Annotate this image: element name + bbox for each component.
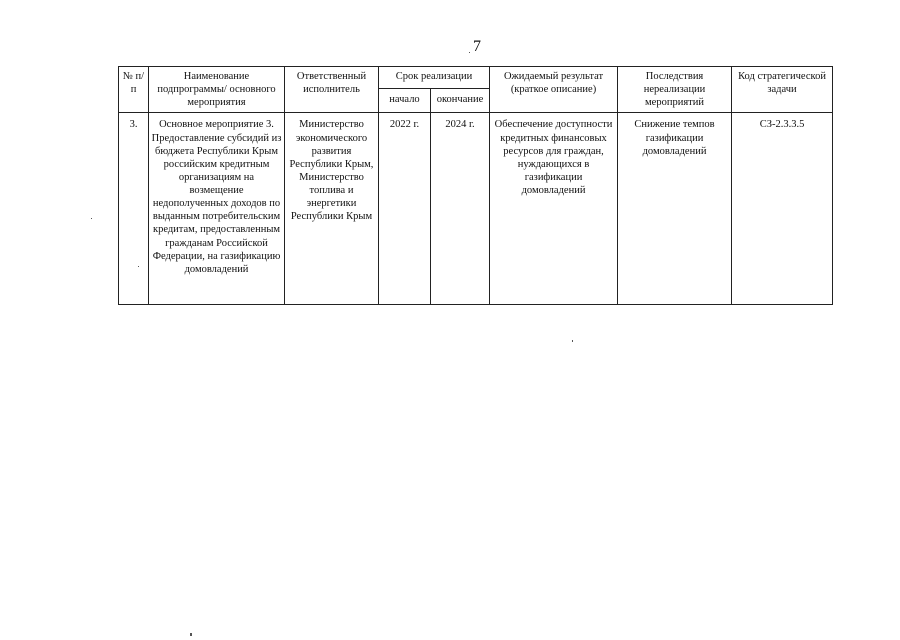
header-result: Ожидаемый результат (краткое описание) — [490, 67, 618, 113]
header-start: начало — [379, 89, 431, 113]
header-code: Код стратегической задачи — [732, 67, 833, 113]
program-table — [118, 66, 833, 305]
header-executor: Ответственный исполнитель — [285, 67, 379, 113]
scan-speck — [572, 340, 573, 342]
scan-speck — [190, 633, 192, 636]
cell-result: Обеспечение доступности кредитных финансовых ресурсов для граждан, нуждающихся в газификации домовладений — [490, 113, 618, 305]
cell-start: 2022 г. — [379, 113, 431, 305]
cell-code: СЗ-2.3.3.5 — [732, 113, 833, 305]
header-consequences: Последствия нереализации мероприятий — [618, 67, 732, 113]
cell-executor: Министерство экономического развития Республики Крым, Министерство топлива и энергетики Республики Крым — [285, 113, 379, 305]
table-row — [119, 113, 833, 305]
cell-name: Основное мероприятие 3. Предоставление субсидий из бюджета Республики Крым российским кредитным организациям на возмещение недополученных доходов по выданным потребительским кредитам, предоставленным гражданам Российской Федерации, на газификацию домовладений — [149, 113, 285, 305]
cell-end: 2024 г. — [431, 113, 490, 305]
scan-speck — [91, 218, 92, 219]
page-number: 7 — [473, 38, 481, 55]
header-end: окончание — [431, 89, 490, 113]
scan-speck — [138, 266, 139, 267]
header-term: Срок реализации — [379, 67, 490, 89]
header-num: № п/п — [119, 67, 149, 113]
cell-num: 3. — [119, 113, 149, 305]
header-name: Наименование подпрограммы/ основного мероприятия — [149, 67, 285, 113]
table-header-row — [119, 67, 833, 89]
scan-speck — [469, 52, 470, 53]
cell-consequences: Снижение темпов газификации домовладений — [618, 113, 732, 305]
